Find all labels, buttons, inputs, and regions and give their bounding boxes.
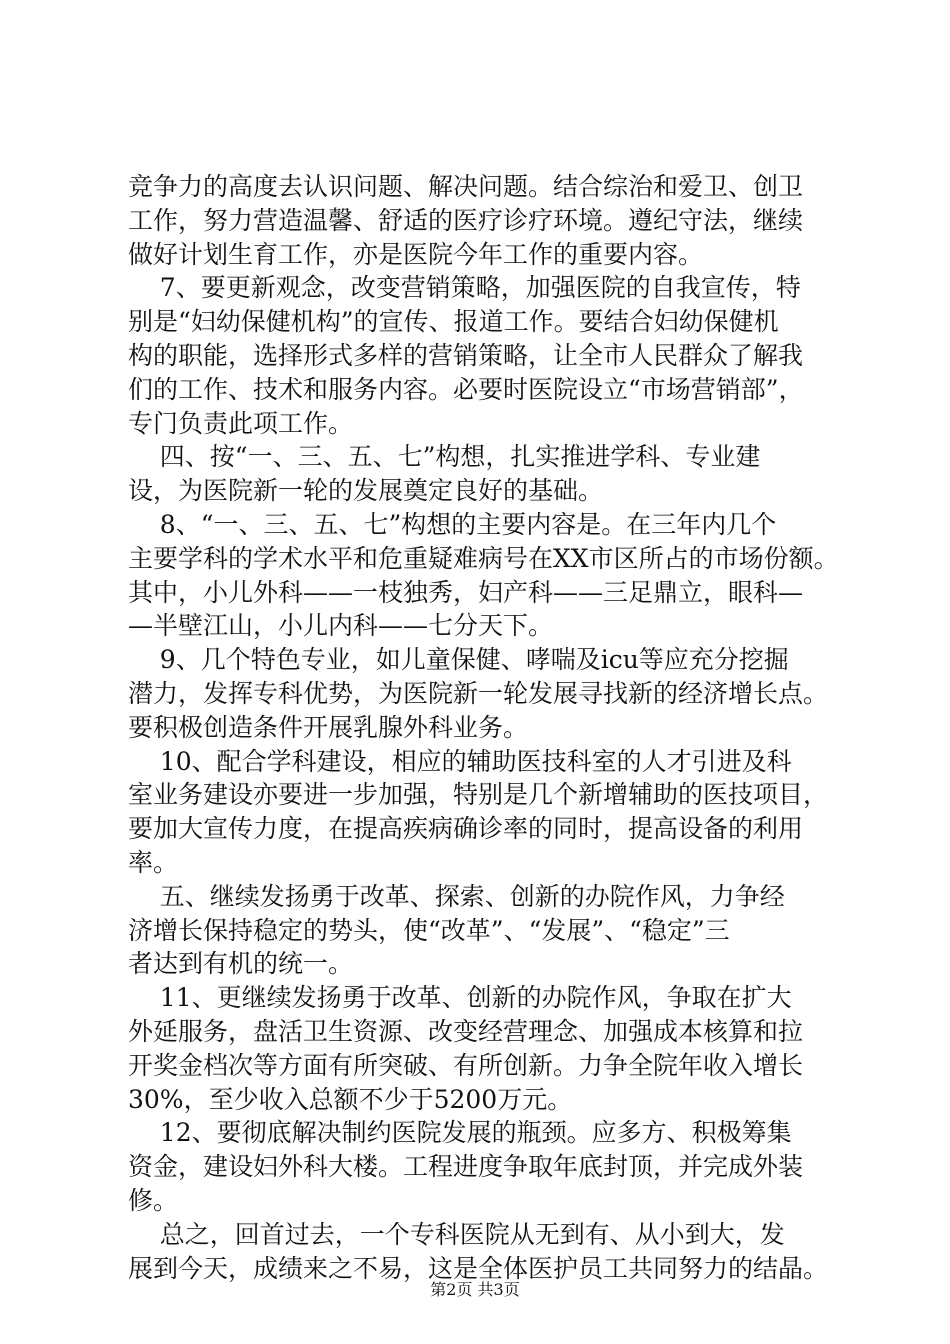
text-line: 其中，小儿外科——一枝独秀，妇产科——三足鼎立，眼科— [128, 577, 804, 607]
text-line: 30%，至少收入总额不少于5200万元。 [128, 1084, 573, 1114]
text-line: 率。 [128, 847, 179, 877]
text-line: 主要学科的学术水平和危重疑难病号在XX市区所占的市场份额。 [128, 543, 839, 573]
section-heading-line: 者达到有机的统一。 [128, 949, 354, 979]
text-line: 9、几个特色专业，如儿童保健、哮喘及icu等应充分挖掘 [128, 645, 789, 675]
text-line: 8、“一、三、五、七”构想的主要内容是。在三年内几个 [128, 509, 777, 539]
text-line: 修。 [128, 1185, 179, 1215]
text-line: 做好计划生育工作，亦是医院今年工作的重要内容。 [128, 239, 704, 269]
section-heading-line: 设，为医院新一轮的发展奠定良好的基础。 [128, 476, 604, 506]
text-line: 室业务建设亦要进一步加强，特别是几个新增辅助的医技项目， [128, 780, 829, 810]
text-line: 资金，建设妇外科大楼。工程进度争取年底封顶，并完成外装 [128, 1152, 804, 1182]
text-line: 7、要更新观念，改变营销策略，加强医院的自我宣传，特 [128, 273, 801, 303]
page-number-footer: 第2页 共3页 [430, 1280, 520, 1299]
text-line: 外延服务，盘活卫生资源、改变经营理念、加强成本核算和拉 [128, 1016, 804, 1046]
text-line: 别是“妇幼保健机构”的宣传、报道工作。要结合妇幼保健机 [128, 307, 779, 337]
text-line: 要加大宣传力度，在提高疾病确诊率的同时，提高设备的利用 [128, 814, 804, 844]
text-line: 展到今天，成绩来之不易，这是全体医护员工共同努力的结晶。 [128, 1253, 829, 1283]
text-line: 专门负责此项工作。 [128, 408, 354, 438]
text-line: 潜力，发挥专科优势，为医院新一轮发展寻找新的经济增长点。 [128, 678, 829, 708]
text-line: 开奖金档次等方面有所突破、有所创新。力争全院年收入增长 [128, 1050, 804, 1080]
text-line: —半壁江山，小儿内科——七分天下。 [128, 611, 554, 641]
document-body [128, 170, 850, 1285]
text-line: 工作，努力营造温馨、舒适的医疗诊疗环境。遵纪守法，继续 [128, 205, 804, 235]
text-line: 竞争力的高度去认识问题、解决问题。结合综治和爱卫、创卫 [128, 172, 804, 201]
section-heading-line: 四、按“一、三、五、七”构想，扎实推进学科、专业建 [128, 442, 761, 472]
text-line: 要积极创造条件开展乳腺外科业务。 [128, 712, 529, 742]
text-line: 12、要彻底解决制约医院发展的瓶颈。应多方、积极筹集 [128, 1118, 792, 1148]
section-heading-line: 济增长保持稳定的势头，使“改革”、“发展”、“稳定”三 [128, 915, 730, 945]
section-heading-line: 五、继续发扬勇于改革、探索、创新的办院作风，力争经 [128, 881, 785, 911]
text-line: 构的职能，选择形式多样的营销策略，让全市人民群众了解我 [128, 340, 804, 370]
text-line: 11、更继续发扬勇于改革、创新的办院作风，争取在扩大 [128, 983, 792, 1013]
text-line: 们的工作、技术和服务内容。必要时医院设立“市场营销部”， [128, 374, 804, 404]
text-line: 10、配合学科建设，相应的辅助医技科室的人才引进及科 [128, 746, 792, 776]
text-line: 总之，回首过去，一个专科医院从无到有、从小到大，发 [128, 1219, 785, 1249]
